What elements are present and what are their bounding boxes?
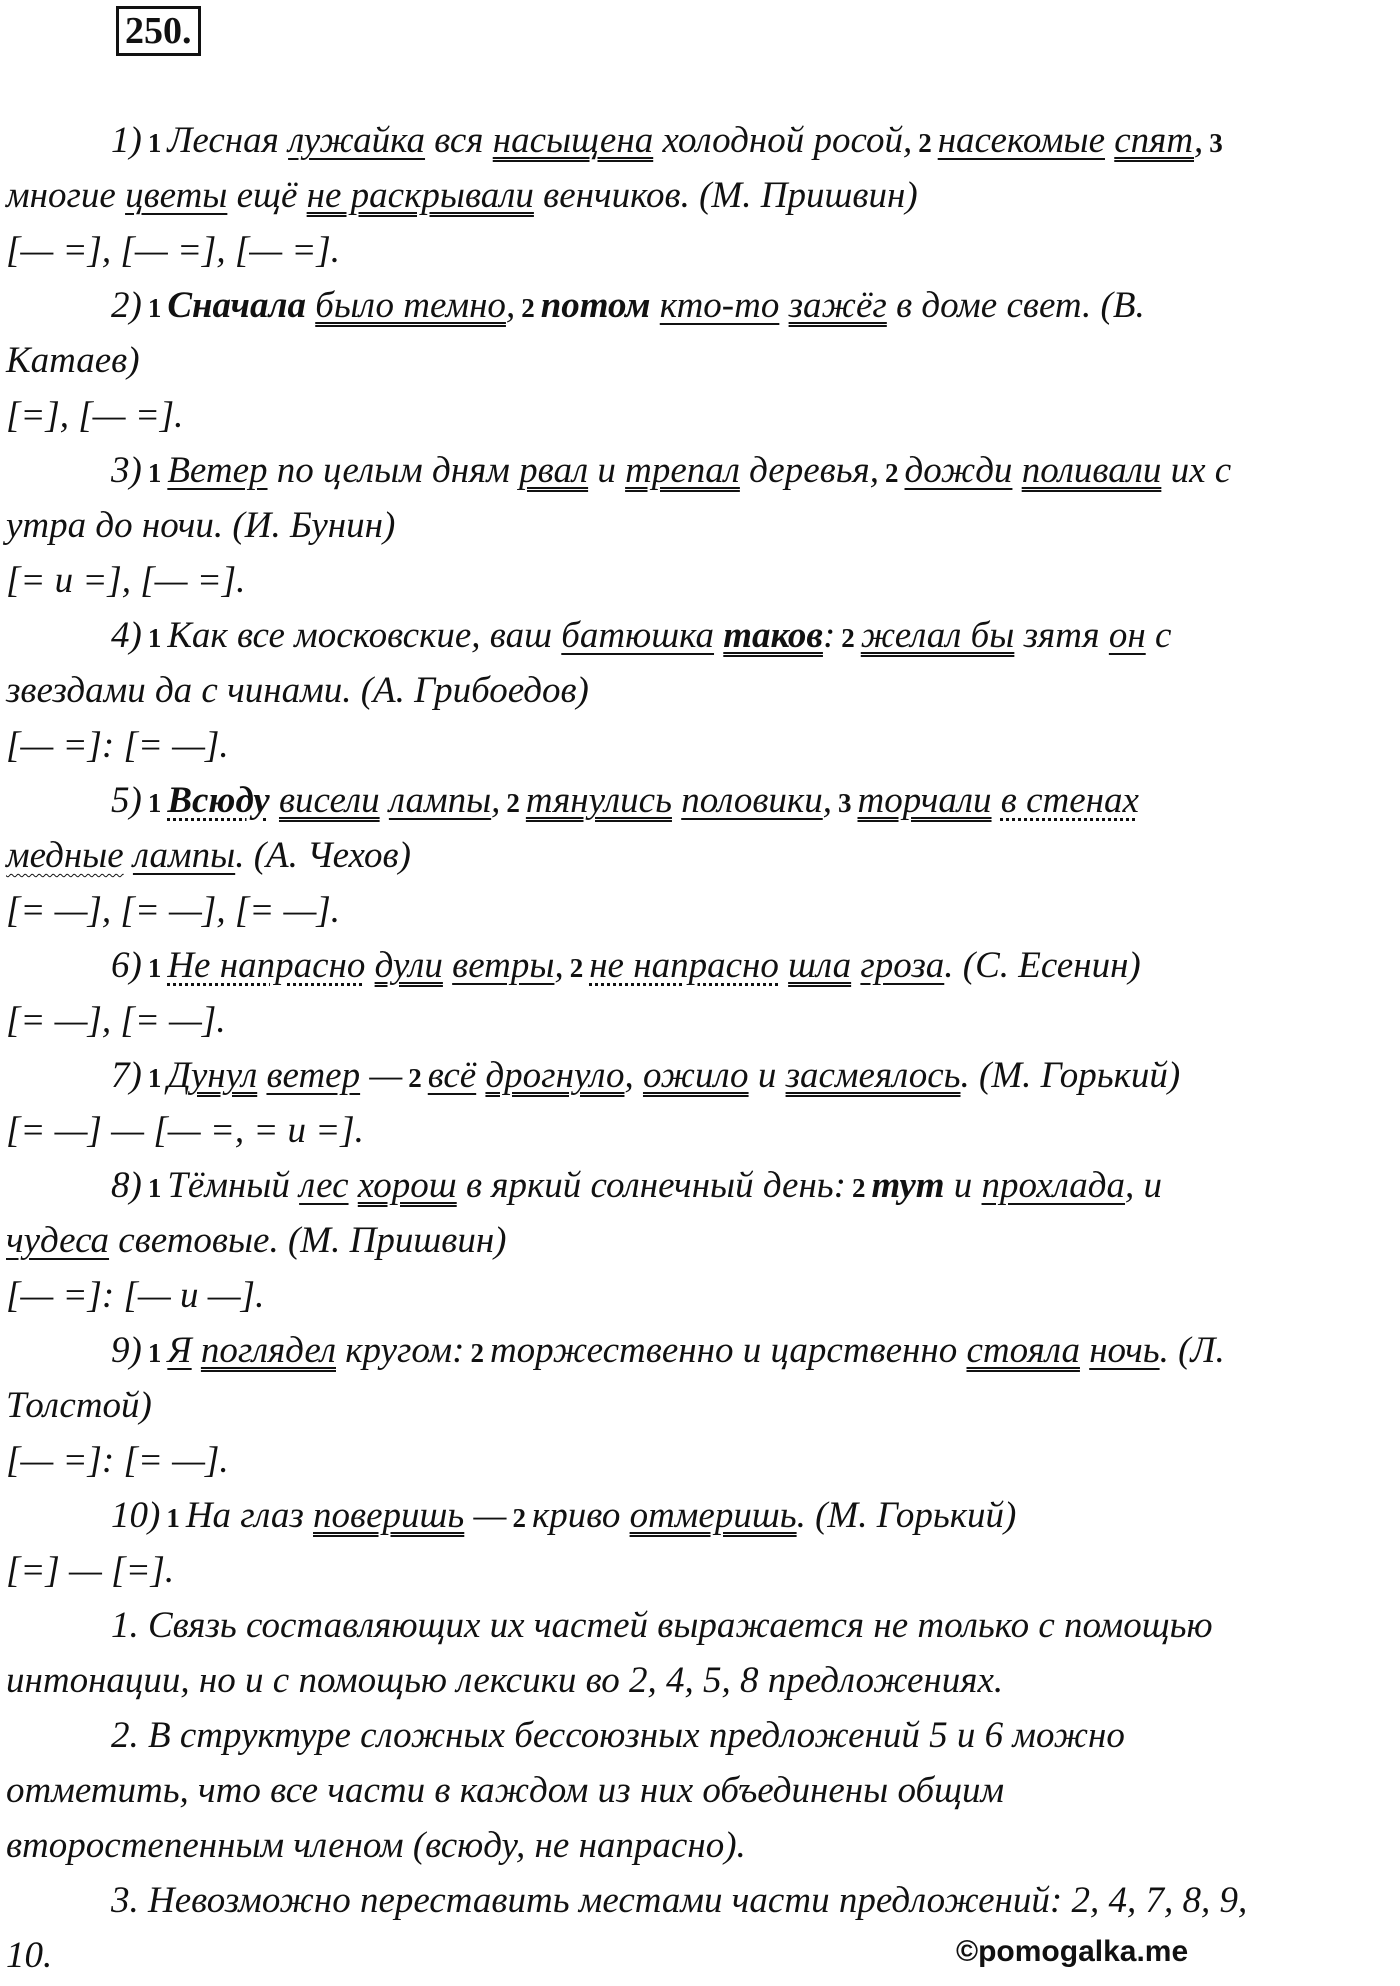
word: . (С. Есенин) xyxy=(944,945,1141,986)
conjunction-word: тут xyxy=(871,1165,945,1206)
word: Толстой) xyxy=(6,1385,152,1426)
subject: половики xyxy=(681,780,823,821)
sentence-1-line-2 xyxy=(6,168,1394,223)
part-number: 2 xyxy=(506,788,520,818)
word: многие xyxy=(6,175,116,216)
word: торжественно и царственно xyxy=(489,1330,958,1371)
sentence-3-line-1 xyxy=(6,443,1394,498)
subject: прохлада xyxy=(981,1165,1126,1206)
sentence-4-line-2 xyxy=(6,663,1394,718)
part-number: 3 xyxy=(838,788,852,818)
word: световые. (М. Пришвин) xyxy=(118,1220,507,1261)
sentence-8-scheme: [— =]: [— и —]. xyxy=(6,1275,265,1316)
part-number: 1 xyxy=(147,1063,162,1093)
predicate: поливали xyxy=(1021,450,1162,491)
part-number: 2 xyxy=(851,1173,866,1203)
sentence-7-scheme: [= —] — [— =, = и =]. xyxy=(6,1110,364,1151)
predicate: ожило xyxy=(642,1055,749,1096)
predicate: трепал xyxy=(625,450,740,491)
subject: насекомые xyxy=(937,120,1105,161)
punctuation: : xyxy=(822,615,836,656)
predicate: рвал xyxy=(519,450,589,491)
adverbial: Всюду xyxy=(167,780,270,821)
subject: лужайка xyxy=(288,120,426,161)
part-number: 3 xyxy=(1209,128,1223,158)
predicate: желал бы xyxy=(860,615,1015,656)
sentence-10-scheme: [=] — [=]. xyxy=(6,1550,175,1591)
subject: Я xyxy=(167,1330,192,1371)
conclusion-1-line-2: интонации, но и с помощью лексики во 2, 4, 5, 8 предложениях. xyxy=(6,1660,1004,1701)
punctuation: , xyxy=(822,780,832,821)
predicate: стояла xyxy=(966,1330,1080,1371)
sentence-6-line-1 xyxy=(6,938,1394,993)
part-number: 1 xyxy=(147,458,162,488)
predicate: тянулись xyxy=(525,780,672,821)
word: венчиков. (М. Пришвин) xyxy=(543,175,918,216)
watermark: ©pomogalka.me xyxy=(956,1935,1189,1968)
word: Катаев) xyxy=(6,340,140,381)
subject: чудеса xyxy=(6,1220,110,1261)
sentence-9-line-1 xyxy=(6,1323,1394,1378)
punctuation: — xyxy=(369,1055,403,1096)
predicate: шла xyxy=(788,945,852,986)
conclusion-2-line-3: второстепенным членом (всюду, не напрасно). xyxy=(6,1825,746,1866)
sentence-number: 5) xyxy=(111,780,142,821)
sentence-1-scheme: [— =], [— =], [— =]. xyxy=(6,230,340,271)
adverbial: не напрасно xyxy=(589,945,779,986)
sentence-number: 1) xyxy=(111,120,142,161)
word: Как все московские, ваш xyxy=(167,615,553,656)
word: . (М. Горький) xyxy=(796,1495,1017,1536)
sentence-2-line-1 xyxy=(6,278,1394,333)
subject: ветры xyxy=(452,945,555,986)
punctuation: , xyxy=(491,780,501,821)
part-number: 1 xyxy=(147,1338,162,1368)
sentence-number: 4) xyxy=(111,615,142,656)
sentence-9-line-2 xyxy=(6,1378,1394,1433)
sentence-9-scheme: [— =]: [= —]. xyxy=(6,1440,229,1481)
subject: всё xyxy=(427,1055,477,1096)
word: Лесная xyxy=(167,120,279,161)
sentence-6-scheme: [= —], [= —]. xyxy=(6,1000,226,1041)
punctuation: , xyxy=(624,1055,634,1096)
sentence-number: 9) xyxy=(111,1330,142,1371)
predicate: спят xyxy=(1114,120,1195,161)
sentence-2-scheme: [=], [— =]. xyxy=(6,395,184,436)
sentence-7-line-1 xyxy=(6,1048,1394,1103)
word: деревья, xyxy=(749,450,879,491)
sentence-number: 7) xyxy=(111,1055,142,1096)
predicate: насыщена xyxy=(492,120,654,161)
predicate: зажёг xyxy=(788,285,887,326)
subject: лампы xyxy=(132,835,236,876)
sentence-10-line-1 xyxy=(6,1488,1394,1543)
sentence-3-line-2 xyxy=(6,498,1394,553)
conclusion-2-line-1: 2. В структуре сложных бессоюзных предложений 5 и 6 можно xyxy=(111,1715,1125,1756)
part-number: 1 xyxy=(147,1173,162,1203)
word: На глаз xyxy=(185,1495,304,1536)
sentence-2-line-2 xyxy=(6,333,1394,388)
sentence-number: 6) xyxy=(111,945,142,986)
word: и xyxy=(597,450,616,491)
punctuation: , xyxy=(554,945,564,986)
word: . (А. Чехов) xyxy=(235,835,411,876)
part-number: 2 xyxy=(918,128,932,158)
word: вся xyxy=(434,120,484,161)
part-number: 2 xyxy=(512,1503,526,1533)
sentence-5-line-1 xyxy=(6,773,1394,828)
word: криво xyxy=(531,1495,621,1536)
sentence-5-scheme: [= —], [= —], [= —]. xyxy=(6,890,340,931)
word: по целым дням xyxy=(276,450,510,491)
part-number: 1 xyxy=(147,788,162,818)
predicate: Дунул xyxy=(167,1055,258,1096)
word: с xyxy=(1154,615,1172,656)
conclusion-2-line-2: отметить, что все части в каждом из них объединены общим xyxy=(6,1770,1005,1811)
word: холодной росой, xyxy=(662,120,913,161)
part-number: 2 xyxy=(470,1338,484,1368)
sentence-1-line-1 xyxy=(6,113,1394,168)
sentence-number: 10) xyxy=(111,1495,161,1536)
word: . (М. Горький) xyxy=(960,1055,1181,1096)
subject: ночь xyxy=(1089,1330,1160,1371)
part-number: 1 xyxy=(147,293,162,323)
word: кругом: xyxy=(345,1330,465,1371)
word: в доме свет. (В. xyxy=(896,285,1145,326)
predicate: висели xyxy=(278,780,380,821)
sentence-number: 8) xyxy=(111,1165,142,1206)
subject: ветер xyxy=(266,1055,361,1096)
word: утра до ночи. (И. Бунин) xyxy=(6,505,396,546)
subject: цветы xyxy=(125,175,228,216)
part-number: 2 xyxy=(885,458,899,488)
part-number: 1 xyxy=(147,128,162,158)
conclusion-3-line-1: 3. Невозможно переставить местами части предложений: 2, 4, 7, 8, 9, xyxy=(111,1880,1248,1921)
word: и xyxy=(757,1055,777,1096)
word: и xyxy=(953,1165,973,1206)
textbook-page xyxy=(6,0,1394,1986)
conjunction-word: потом xyxy=(540,285,651,326)
predicate: таков xyxy=(723,615,823,656)
word: зятя xyxy=(1023,615,1100,656)
conjunction-word: Сначала xyxy=(167,285,306,326)
task-number-box: 250. xyxy=(116,6,201,56)
predicate: было темно xyxy=(315,285,506,326)
subject: гроза xyxy=(860,945,945,986)
part-number: 1 xyxy=(166,1503,180,1533)
adverbial: Не напрасно xyxy=(167,945,366,986)
sentence-3-scheme: [= и =], [— =]. xyxy=(6,560,246,601)
sentence-8-line-1 xyxy=(6,1158,1394,1213)
word: в яркий солнечный день: xyxy=(465,1165,846,1206)
word: Тёмный xyxy=(167,1165,290,1206)
part-number: 2 xyxy=(521,293,535,323)
attribute: медные xyxy=(6,835,124,876)
adverbial: в стенах xyxy=(1000,780,1139,821)
punctuation: — xyxy=(473,1495,507,1536)
subject: лампы xyxy=(388,780,492,821)
conclusion-3-line-2: 10. xyxy=(6,1935,53,1976)
subject: лес xyxy=(299,1165,349,1206)
predicate: дрогнуло xyxy=(485,1055,625,1096)
part-number: 1 xyxy=(147,623,162,653)
part-number: 2 xyxy=(841,623,855,653)
subject: батюшка xyxy=(561,615,715,656)
sentence-5-line-2 xyxy=(6,828,1394,883)
predicate: хорош xyxy=(357,1165,457,1206)
subject: кто-то xyxy=(659,285,780,326)
predicate: торчали xyxy=(857,780,992,821)
word: их с xyxy=(1170,450,1232,491)
sentence-4-line-1 xyxy=(6,608,1394,663)
sentence-number: 3) xyxy=(111,450,142,491)
sentence-4-scheme: [— =]: [= —]. xyxy=(6,725,229,766)
subject: Ветер xyxy=(167,450,268,491)
word: . (Л. xyxy=(1159,1330,1225,1371)
part-number: 1 xyxy=(147,953,162,983)
predicate: поглядел xyxy=(200,1330,336,1371)
predicate: отмеришь xyxy=(629,1495,797,1536)
word: ещё xyxy=(236,175,298,216)
conclusion-1-line-1: 1. Связь составляющих их частей выражается не только с помощью xyxy=(111,1605,1213,1646)
subject: он xyxy=(1108,615,1146,656)
subject: дожди xyxy=(904,450,1013,491)
answer-text xyxy=(6,113,1394,1983)
sentence-number: 2) xyxy=(111,285,142,326)
predicate: поверишь xyxy=(313,1495,465,1536)
word: звездами да с чинами. (А. Грибоедов) xyxy=(6,670,589,711)
predicate: дули xyxy=(374,945,443,986)
punctuation: , xyxy=(1194,120,1204,161)
part-number: 2 xyxy=(408,1063,422,1093)
sentence-8-line-2 xyxy=(6,1213,1394,1268)
predicate: засмеялось xyxy=(785,1055,961,1096)
part-number: 2 xyxy=(569,953,584,983)
punctuation: , xyxy=(505,285,516,326)
predicate: не раскрывали xyxy=(306,175,534,216)
word: , и xyxy=(1125,1165,1163,1206)
